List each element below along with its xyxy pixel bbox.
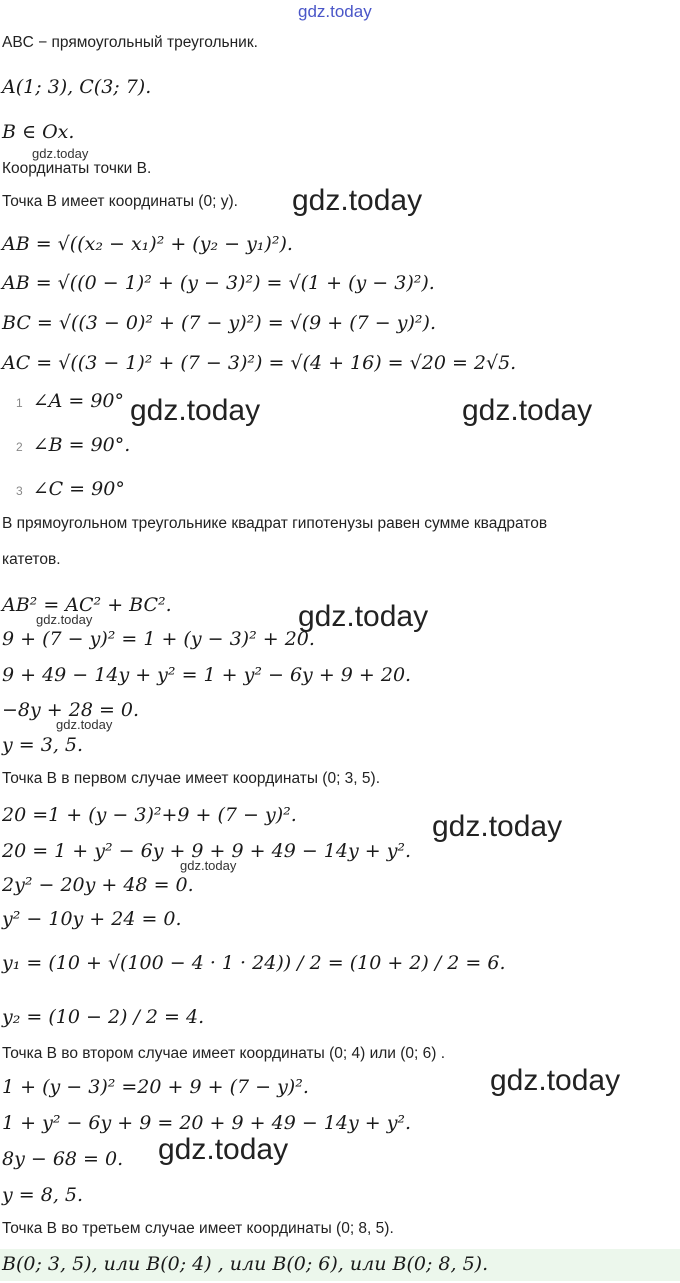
- line-26: 1 + y² − 6y + 9 = 20 + 9 + 49 − 14y + y².: [2, 1112, 412, 1134]
- line-24: Точка B во втором случае имеет координаты (0; 4) или (0; 6) .: [2, 1045, 446, 1062]
- watermark-small: gdz.today: [180, 858, 237, 873]
- case-1-text: ∠A = 90°: [32, 390, 125, 412]
- line-8: BC = √((3 − 0)² + (7 − y)²) = √(9 + (7 − y)²).: [2, 312, 436, 334]
- line-21: y² − 10y + 24 = 0.: [2, 908, 182, 930]
- case-1: [0, 390, 124, 413]
- watermark-big: gdz.today: [292, 184, 423, 217]
- line-25: 1 + (y − 3)² =20 + 9 + (7 − y)².: [2, 1076, 309, 1098]
- line-7: AB = √((0 − 1)² + (y − 3)²) = √(1 + (y − 3)²).: [2, 272, 435, 294]
- answer-box: [0, 1249, 680, 1281]
- line-19: 20 = 1 + y² − 6y + 9 + 9 + 49 − 14y + y².: [2, 840, 412, 862]
- watermark-small: gdz.today: [32, 146, 89, 161]
- line-5: Точка B имеет координаты (0; y).: [2, 193, 238, 210]
- watermark-top: gdz.today: [298, 2, 372, 21]
- line-14: 9 + 49 − 14y + y² = 1 + y² − 6y + 9 + 20.: [2, 664, 412, 686]
- watermark-big: gdz.today: [432, 810, 563, 843]
- line-2: A(1; 3), C(3; 7).: [2, 76, 152, 98]
- case-3-number: 3: [16, 484, 23, 498]
- watermark-big: gdz.today: [490, 1064, 621, 1097]
- line-29: Точка B во третьем случае имеет координаты (0; 8, 5).: [2, 1220, 394, 1237]
- line-16: y = 3, 5.: [2, 734, 84, 756]
- case-3-text: ∠C = 90°: [32, 478, 125, 500]
- case-3: [0, 478, 125, 501]
- line-12: AB² = AC² + BC².: [2, 594, 172, 616]
- line-22: y₁ = (10 + √(100 − 4 · 1 · 24)) / 2 = (10 + 2) / 2 = 6.: [2, 952, 506, 974]
- line-4: Координаты точки B.: [2, 160, 152, 177]
- watermark-big: gdz.today: [462, 394, 593, 427]
- line-11: катетов.: [2, 551, 61, 568]
- case-2: [0, 434, 130, 457]
- watermark-big: gdz.today: [130, 394, 261, 427]
- line-23: y₂ = (10 − 2) / 2 = 4.: [2, 1006, 205, 1028]
- case-2-text: ∠B = 90°.: [32, 434, 131, 456]
- answer-text: B(0; 3, 5), или B(0; 4) , или B(0; 6), или B(0; 8, 5).: [2, 1253, 489, 1275]
- watermark-small: gdz.today: [56, 717, 113, 732]
- line-17: Точка B в первом случае имеет координаты (0; 3, 5).: [2, 770, 381, 787]
- case-2-number: 2: [16, 440, 23, 454]
- line-1: ABC − прямоугольный треугольник.: [2, 34, 258, 51]
- line-20: 2y² − 20y + 48 = 0.: [2, 874, 194, 896]
- line-28: y = 8, 5.: [2, 1184, 84, 1206]
- line-10: В прямоугольном треугольнике квадрат гипотенузы равен сумме квадратов: [2, 515, 548, 532]
- line-15: −8y + 28 = 0.: [2, 699, 140, 721]
- watermark-big: gdz.today: [158, 1133, 289, 1166]
- watermark-small: gdz.today: [36, 612, 93, 627]
- line-3: B ∈ Ox.: [2, 121, 75, 143]
- line-18: 20 =1 + (y − 3)²+9 + (7 − y)².: [2, 804, 297, 826]
- line-9: AC = √((3 − 1)² + (7 − 3)²) = √(4 + 16) = √20 = 2√5.: [2, 352, 517, 374]
- line-27: 8y − 68 = 0.: [2, 1148, 124, 1170]
- line-13: 9 + (7 − y)² = 1 + (y − 3)² + 20.: [2, 628, 315, 650]
- line-6: AB = √((x₂ − x₁)² + (y₂ − y₁)²).: [2, 233, 293, 255]
- watermark-big: gdz.today: [298, 600, 429, 633]
- case-1-number: 1: [16, 396, 23, 410]
